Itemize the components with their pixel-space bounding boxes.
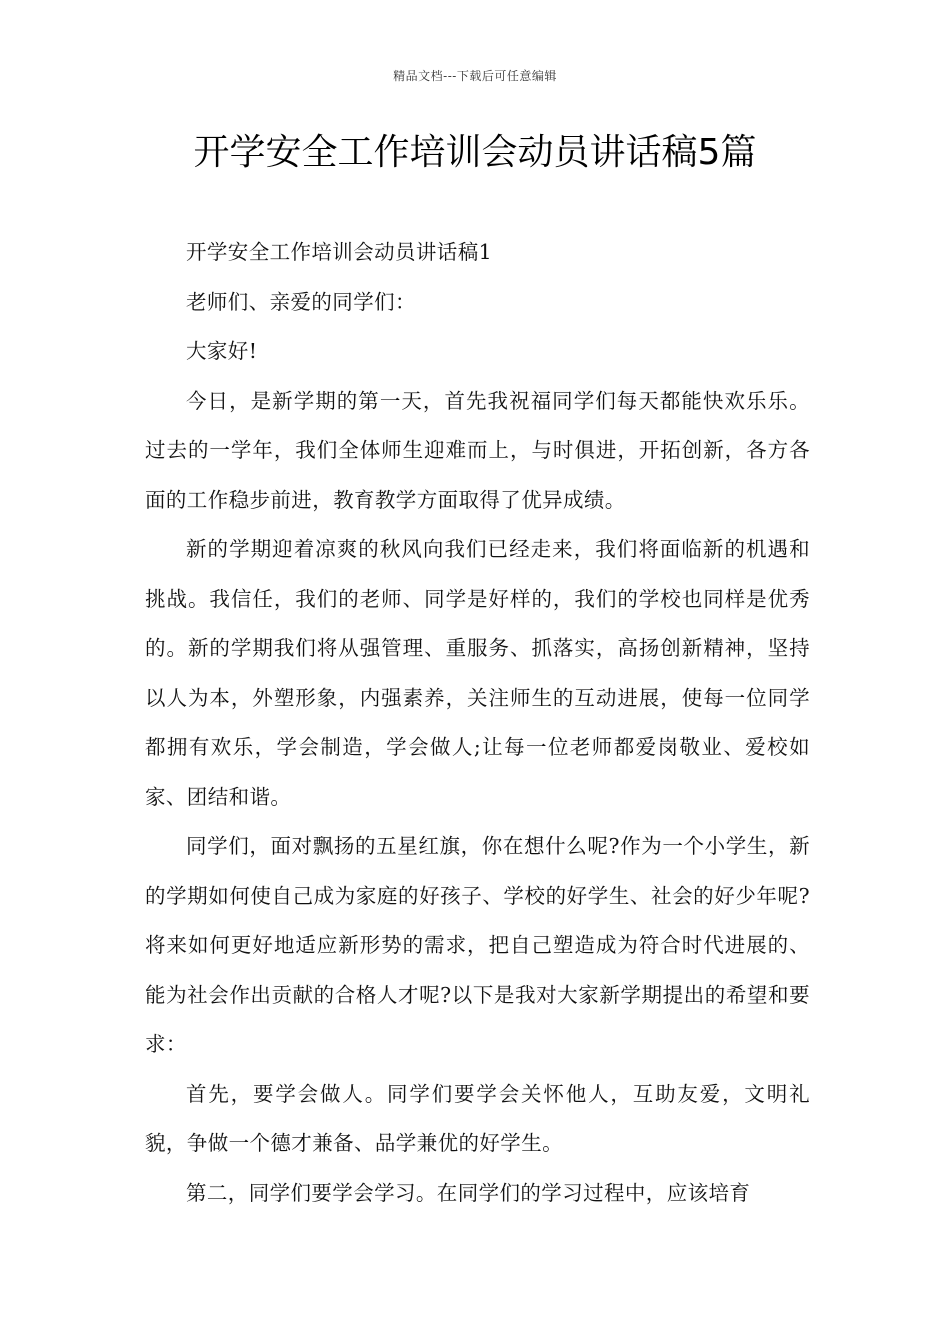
document-body (145, 228, 810, 1218)
section-heading: 开学安全工作培训会动员讲话稿1 (186, 240, 493, 264)
body-paragraph: 第二，同学们要学会学习。在同学们的学习过程中，应该培育 (186, 1180, 751, 1205)
body-paragraph: 首先，要学会做人。同学们要学会关怀他人，互助友爱，文明礼貌，争做一个德才兼备、品学兼优的好学生。 (145, 1081, 810, 1155)
body-paragraph: 新的学期迎着凉爽的秋风向我们已经走来，我们将面临新的机遇和挑战。我信任，我们的老师、同学是好样的，我们的学校也同样是优秀的。新的学期我们将从强管理、重服务、抓落实，高扬创新精神，坚持以人为本，外塑形象，内强素养，关注师生的互动进展，使每一位同学都拥有欢乐，学会制造，学会做人;让每一位老师都爱岗敬业、爱校如家、团结和谐。 (145, 537, 810, 809)
greeting: 大家好! (186, 339, 258, 363)
document-title: 开学安全工作培训会动员讲话稿5篇 (193, 132, 757, 173)
body-paragraph: 今日，是新学期的第一天，首先我祝福同学们每天都能快欢乐乐。过去的一学年，我们全体师生迎难而上，与时俱进，开拓创新，各方各面的工作稳步前进，教育教学方面取得了优异成绩。 (145, 388, 810, 512)
salutation: 老师们、亲爱的同学们： (186, 289, 416, 314)
header-note: 精品文档---下载后可任意编辑 (393, 69, 557, 83)
body-paragraph: 同学们，面对飘扬的五星红旗，你在想什么呢?作为一个小学生，新的学期如何使自己成为家庭的好孩子、学校的好学生、社会的好少年呢?将来如何更好地适应新形势的需求，把自己塑造成为符合时代进展的、能为社会作出贡献的合格人才呢?以下是我对大家新学期提出的希望和要求： (145, 834, 810, 1056)
